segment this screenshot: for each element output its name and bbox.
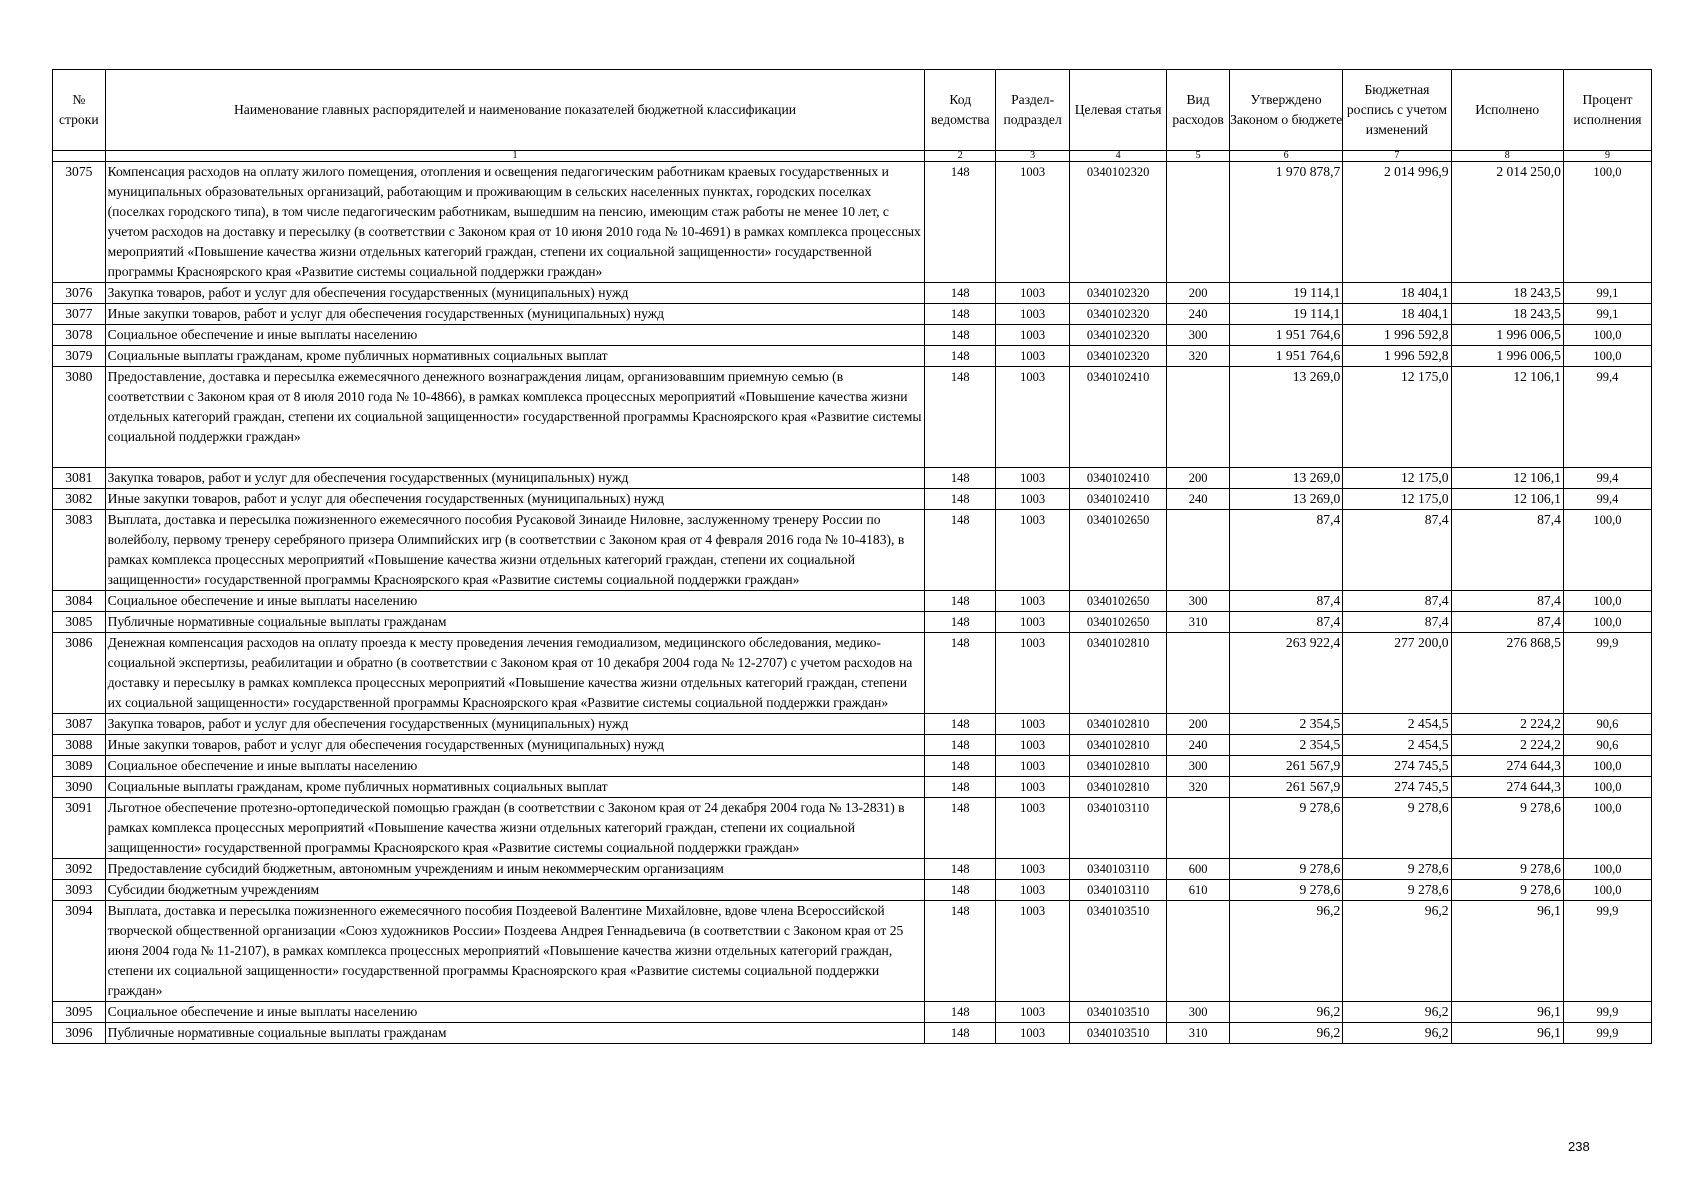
section-code: 1003 [996, 880, 1070, 901]
approved-amount: 87,4 [1229, 612, 1342, 633]
row-number: 3080 [53, 367, 106, 468]
header-approved: Утверждено Законом о бюджете [1229, 70, 1342, 151]
percent-value: 100,0 [1563, 880, 1651, 901]
column-number: 6 [1229, 151, 1342, 162]
column-number: 7 [1343, 151, 1451, 162]
expense-type [1167, 367, 1230, 468]
percent-value: 99,4 [1563, 489, 1651, 510]
target-article: 0340103510 [1070, 1002, 1167, 1023]
table-row [53, 901, 1652, 1002]
budget-amount: 2 454,5 [1343, 714, 1451, 735]
target-article: 0340102410 [1070, 367, 1167, 468]
header-department-code: Код ведомства [925, 70, 996, 151]
row-number: 3086 [53, 633, 106, 714]
table-body [53, 162, 1652, 1044]
column-number: 8 [1451, 151, 1563, 162]
target-article: 0340102810 [1070, 735, 1167, 756]
row-number: 3089 [53, 756, 106, 777]
section-code: 1003 [996, 1023, 1070, 1044]
table-row [53, 756, 1652, 777]
budget-amount: 87,4 [1343, 591, 1451, 612]
target-article: 0340102810 [1070, 777, 1167, 798]
row-name: Социальное обеспечение и иные выплаты населению [105, 1002, 925, 1023]
table-row [53, 489, 1652, 510]
department-code: 148 [925, 162, 996, 283]
budget-amount: 2 014 996,9 [1343, 162, 1451, 283]
executed-amount: 87,4 [1451, 510, 1563, 591]
section-code: 1003 [996, 756, 1070, 777]
table-row [53, 735, 1652, 756]
table-row [53, 162, 1652, 283]
header-section: Раздел-подраздел [996, 70, 1070, 151]
row-number: 3082 [53, 489, 106, 510]
executed-amount: 18 243,5 [1451, 304, 1563, 325]
expense-type: 600 [1167, 859, 1230, 880]
executed-amount: 9 278,6 [1451, 880, 1563, 901]
executed-amount: 276 868,5 [1451, 633, 1563, 714]
department-code: 148 [925, 901, 996, 1002]
department-code: 148 [925, 612, 996, 633]
percent-value: 100,0 [1563, 162, 1651, 283]
row-number: 3092 [53, 859, 106, 880]
expense-type: 320 [1167, 777, 1230, 798]
department-code: 148 [925, 1023, 996, 1044]
section-code: 1003 [996, 591, 1070, 612]
approved-amount: 87,4 [1229, 510, 1342, 591]
target-article: 0340102810 [1070, 714, 1167, 735]
column-number: 5 [1167, 151, 1230, 162]
section-code: 1003 [996, 346, 1070, 367]
table-row [53, 346, 1652, 367]
section-code: 1003 [996, 367, 1070, 468]
executed-amount: 1 996 006,5 [1451, 325, 1563, 346]
header-expense-type: Вид расходов [1167, 70, 1230, 151]
executed-amount: 96,1 [1451, 1023, 1563, 1044]
row-number: 3084 [53, 591, 106, 612]
table-row [53, 880, 1652, 901]
row-name: Иные закупки товаров, работ и услуг для обеспечения государственных (муниципальных) нужд [105, 489, 925, 510]
budget-amount: 2 454,5 [1343, 735, 1451, 756]
row-name: Иные закупки товаров, работ и услуг для обеспечения государственных (муниципальных) нужд [105, 735, 925, 756]
column-number [53, 151, 106, 162]
budget-amount: 1 996 592,8 [1343, 325, 1451, 346]
expense-type [1167, 510, 1230, 591]
table-row [53, 283, 1652, 304]
expense-type: 200 [1167, 468, 1230, 489]
column-number: 4 [1070, 151, 1167, 162]
percent-value: 100,0 [1563, 510, 1651, 591]
department-code: 148 [925, 735, 996, 756]
section-code: 1003 [996, 859, 1070, 880]
section-code: 1003 [996, 325, 1070, 346]
row-name: Социальное обеспечение и иные выплаты населению [105, 325, 925, 346]
expense-type: 300 [1167, 325, 1230, 346]
budget-table [52, 69, 1652, 1044]
department-code: 148 [925, 468, 996, 489]
department-code: 148 [925, 633, 996, 714]
percent-value: 99,9 [1563, 1002, 1651, 1023]
target-article: 0340102650 [1070, 591, 1167, 612]
expense-type: 300 [1167, 756, 1230, 777]
row-name: Компенсация расходов на оплату жилого помещения, отопления и освещения педагогическим работникам краевых государственных и муниципальных образовательных организаций, работающим и проживающим в сельских населенных пунктах, городских поселках (поселках городского типа), в том числе педагогическим работникам, вышедшим на пенсию, имеющим стаж работы не менее 10 лет, с учетом расходов на доставку и пересылку (в соответствии с Законом края от 10 июня 2010 года № 10-4691) в рамках комплекса процессных мероприятий «Повышение качества жизни отдельных категорий граждан, степени их социальной защищенности» государственной программы Красноярского края «Развитие системы социальной поддержки граждан» [105, 162, 925, 283]
percent-value: 100,0 [1563, 756, 1651, 777]
row-name: Закупка товаров, работ и услуг для обеспечения государственных (муниципальных) нужд [105, 283, 925, 304]
target-article: 0340102810 [1070, 756, 1167, 777]
row-number: 3075 [53, 162, 106, 283]
department-code: 148 [925, 859, 996, 880]
target-article: 0340102810 [1070, 633, 1167, 714]
percent-value: 99,1 [1563, 304, 1651, 325]
header-name: Наименование главных распорядителей и наименование показателей бюджетной классификации [105, 70, 925, 151]
approved-amount: 1 951 764,6 [1229, 325, 1342, 346]
table-row [53, 798, 1652, 859]
header-budget-schedule: Бюджетная роспись с учетом изменений [1343, 70, 1451, 151]
row-name: Выплата, доставка и пересылка пожизненного ежемесячного пособия Русаковой Зинаиде Ниловне, заслуженному тренеру России по волейболу, первому тренеру серебряного призера Олимпийских игр (в соответствии с Законом края от 4 февраля 2016 года № 10-4183), в рамках комплекса процессных мероприятий «Повышение качества жизни отдельных категорий граждан, степени их социальной защищенности» государственной программы Красноярского края «Развитие системы социальной поддержки граждан» [105, 510, 925, 591]
approved-amount: 2 354,5 [1229, 735, 1342, 756]
row-name: Выплата, доставка и пересылка пожизненного ежемесячного пособия Поздеевой Валентине Михайловне, вдове члена Всероссийской творческой общественной организации «Союз художников России» Поздеева Андрея Геннадьевича (в соответствии с Законом края от 25 июня 2004 года № 11-2107), в рамках комплекса процессных мероприятий «Повышение качества жизни отдельных категорий граждан, степени их социальной защищенности» государственной программы Красноярского края «Развитие системы социальной поддержки граждан» [105, 901, 925, 1002]
table-row [53, 859, 1652, 880]
target-article: 0340102320 [1070, 346, 1167, 367]
percent-value: 90,6 [1563, 714, 1651, 735]
department-code: 148 [925, 304, 996, 325]
approved-amount: 13 269,0 [1229, 489, 1342, 510]
header-target-article: Целевая статья [1070, 70, 1167, 151]
executed-amount: 274 644,3 [1451, 756, 1563, 777]
expense-type: 240 [1167, 735, 1230, 756]
approved-amount: 2 354,5 [1229, 714, 1342, 735]
approved-amount: 1 951 764,6 [1229, 346, 1342, 367]
department-code: 148 [925, 510, 996, 591]
approved-amount: 9 278,6 [1229, 859, 1342, 880]
executed-amount: 9 278,6 [1451, 859, 1563, 880]
budget-amount: 9 278,6 [1343, 880, 1451, 901]
executed-amount: 9 278,6 [1451, 798, 1563, 859]
target-article: 0340103510 [1070, 1023, 1167, 1044]
percent-value: 100,0 [1563, 612, 1651, 633]
percent-value: 100,0 [1563, 798, 1651, 859]
percent-value: 90,6 [1563, 735, 1651, 756]
budget-amount: 12 175,0 [1343, 367, 1451, 468]
row-name: Денежная компенсация расходов на оплату проезда к месту проведения лечения гемодиализом, медицинского обследования, медико-социальной экспертизы, реабилитации и обратно (в соответствии с Законом края от 10 декабря 2004 года № 12-2707) с учетом расходов на доставку и пересылку в рамках комплекса процессных мероприятий «Повышение качества жизни отдельных категорий граждан, степени их социальной защищенности» государственной программы Красноярского края «Развитие системы социальной поддержки граждан» [105, 633, 925, 714]
approved-amount: 261 567,9 [1229, 777, 1342, 798]
approved-amount: 9 278,6 [1229, 798, 1342, 859]
budget-amount: 9 278,6 [1343, 798, 1451, 859]
section-code: 1003 [996, 510, 1070, 591]
target-article: 0340102650 [1070, 510, 1167, 591]
table-row [53, 304, 1652, 325]
row-name: Субсидии бюджетным учреждениям [105, 880, 925, 901]
expense-type: 200 [1167, 283, 1230, 304]
budget-amount: 18 404,1 [1343, 283, 1451, 304]
executed-amount: 2 224,2 [1451, 714, 1563, 735]
section-code: 1003 [996, 777, 1070, 798]
department-code: 148 [925, 591, 996, 612]
department-code: 148 [925, 756, 996, 777]
budget-amount: 87,4 [1343, 612, 1451, 633]
executed-amount: 96,1 [1451, 901, 1563, 1002]
budget-amount: 87,4 [1343, 510, 1451, 591]
budget-amount: 1 996 592,8 [1343, 346, 1451, 367]
expense-type [1167, 901, 1230, 1002]
executed-amount: 274 644,3 [1451, 777, 1563, 798]
row-number: 3083 [53, 510, 106, 591]
row-number: 3090 [53, 777, 106, 798]
row-number: 3078 [53, 325, 106, 346]
section-code: 1003 [996, 489, 1070, 510]
row-name: Публичные нормативные социальные выплаты гражданам [105, 1023, 925, 1044]
row-name: Публичные нормативные социальные выплаты гражданам [105, 612, 925, 633]
expense-type: 240 [1167, 304, 1230, 325]
row-number: 3085 [53, 612, 106, 633]
table-row [53, 468, 1652, 489]
department-code: 148 [925, 367, 996, 468]
expense-type: 320 [1167, 346, 1230, 367]
target-article: 0340103110 [1070, 798, 1167, 859]
header-executed: Исполнено [1451, 70, 1563, 151]
percent-value: 99,1 [1563, 283, 1651, 304]
percent-value: 100,0 [1563, 777, 1651, 798]
executed-amount: 96,1 [1451, 1002, 1563, 1023]
percent-value: 99,9 [1563, 901, 1651, 1002]
budget-amount: 96,2 [1343, 901, 1451, 1002]
row-name: Иные закупки товаров, работ и услуг для обеспечения государственных (муниципальных) нужд [105, 304, 925, 325]
target-article: 0340102410 [1070, 489, 1167, 510]
row-number: 3079 [53, 346, 106, 367]
expense-type: 240 [1167, 489, 1230, 510]
approved-amount: 19 114,1 [1229, 283, 1342, 304]
row-number: 3088 [53, 735, 106, 756]
expense-type: 200 [1167, 714, 1230, 735]
target-article: 0340103110 [1070, 859, 1167, 880]
budget-amount: 96,2 [1343, 1002, 1451, 1023]
department-code: 148 [925, 798, 996, 859]
row-number: 3093 [53, 880, 106, 901]
approved-amount: 9 278,6 [1229, 880, 1342, 901]
section-code: 1003 [996, 901, 1070, 1002]
expense-type: 300 [1167, 1002, 1230, 1023]
percent-value: 100,0 [1563, 346, 1651, 367]
section-code: 1003 [996, 304, 1070, 325]
expense-type: 610 [1167, 880, 1230, 901]
row-number: 3081 [53, 468, 106, 489]
department-code: 148 [925, 346, 996, 367]
executed-amount: 87,4 [1451, 612, 1563, 633]
percent-value: 99,4 [1563, 468, 1651, 489]
budget-amount: 12 175,0 [1343, 489, 1451, 510]
table-row [53, 612, 1652, 633]
budget-amount: 12 175,0 [1343, 468, 1451, 489]
percent-value: 99,9 [1563, 633, 1651, 714]
table-row [53, 633, 1652, 714]
section-code: 1003 [996, 714, 1070, 735]
percent-value: 100,0 [1563, 591, 1651, 612]
table-row [53, 777, 1652, 798]
budget-amount: 18 404,1 [1343, 304, 1451, 325]
executed-amount: 12 106,1 [1451, 367, 1563, 468]
table-row [53, 714, 1652, 735]
row-number: 3077 [53, 304, 106, 325]
budget-amount: 9 278,6 [1343, 859, 1451, 880]
table-row [53, 325, 1652, 346]
table-row [53, 510, 1652, 591]
row-number: 3095 [53, 1002, 106, 1023]
target-article: 0340102650 [1070, 612, 1167, 633]
target-article: 0340102320 [1070, 162, 1167, 283]
budget-amount: 277 200,0 [1343, 633, 1451, 714]
approved-amount: 87,4 [1229, 591, 1342, 612]
department-code: 148 [925, 325, 996, 346]
executed-amount: 1 996 006,5 [1451, 346, 1563, 367]
expense-type: 310 [1167, 612, 1230, 633]
header-percent: Процент исполнения [1563, 70, 1651, 151]
section-code: 1003 [996, 468, 1070, 489]
budget-amount: 96,2 [1343, 1023, 1451, 1044]
approved-amount: 263 922,4 [1229, 633, 1342, 714]
approved-amount: 96,2 [1229, 1023, 1342, 1044]
budget-amount: 274 745,5 [1343, 756, 1451, 777]
executed-amount: 12 106,1 [1451, 468, 1563, 489]
row-number: 3076 [53, 283, 106, 304]
executed-amount: 12 106,1 [1451, 489, 1563, 510]
row-name: Закупка товаров, работ и услуг для обеспечения государственных (муниципальных) нужд [105, 468, 925, 489]
expense-type: 300 [1167, 591, 1230, 612]
row-name: Социальные выплаты гражданам, кроме публичных нормативных социальных выплат [105, 346, 925, 367]
column-number: 2 [925, 151, 996, 162]
expense-type: 310 [1167, 1023, 1230, 1044]
row-name: Социальное обеспечение и иные выплаты населению [105, 756, 925, 777]
percent-value: 100,0 [1563, 859, 1651, 880]
department-code: 148 [925, 1002, 996, 1023]
department-code: 148 [925, 880, 996, 901]
percent-value: 100,0 [1563, 325, 1651, 346]
row-number: 3094 [53, 901, 106, 1002]
column-number: 3 [996, 151, 1070, 162]
approved-amount: 13 269,0 [1229, 468, 1342, 489]
section-code: 1003 [996, 612, 1070, 633]
department-code: 148 [925, 714, 996, 735]
target-article: 0340102320 [1070, 304, 1167, 325]
row-name: Предоставление субсидий бюджетным, автономным учреждениям и иным некоммерческим организациям [105, 859, 925, 880]
table-row [53, 1023, 1652, 1044]
table-row [53, 1002, 1652, 1023]
approved-amount: 96,2 [1229, 1002, 1342, 1023]
table-row [53, 591, 1652, 612]
page-number: 238 [1568, 1139, 1590, 1154]
approved-amount: 19 114,1 [1229, 304, 1342, 325]
approved-amount: 96,2 [1229, 901, 1342, 1002]
target-article: 0340102410 [1070, 468, 1167, 489]
row-name: Предоставление, доставка и пересылка ежемесячного денежного вознаграждения лицам, организовавшим приемную семью (в соответствии с Законом края от 8 июля 2010 года № 10-4866), в рамках комплекса процессных мероприятий «Повышение качества жизни отдельных категорий граждан, степени их социальной защищенности» государственной программы Красноярского края «Развитие системы социальной поддержки граждан» [105, 367, 925, 468]
section-code: 1003 [996, 1002, 1070, 1023]
table-row [53, 367, 1652, 468]
row-number: 3091 [53, 798, 106, 859]
executed-amount: 18 243,5 [1451, 283, 1563, 304]
section-code: 1003 [996, 633, 1070, 714]
column-number: 9 [1563, 151, 1651, 162]
row-number: 3087 [53, 714, 106, 735]
expense-type [1167, 162, 1230, 283]
section-code: 1003 [996, 162, 1070, 283]
percent-value: 99,4 [1563, 367, 1651, 468]
target-article: 0340103510 [1070, 901, 1167, 1002]
header-row [53, 70, 1652, 151]
approved-amount: 13 269,0 [1229, 367, 1342, 468]
executed-amount: 87,4 [1451, 591, 1563, 612]
percent-value: 99,9 [1563, 1023, 1651, 1044]
executed-amount: 2 014 250,0 [1451, 162, 1563, 283]
executed-amount: 2 224,2 [1451, 735, 1563, 756]
department-code: 148 [925, 283, 996, 304]
expense-type [1167, 633, 1230, 714]
row-number: 3096 [53, 1023, 106, 1044]
target-article: 0340102320 [1070, 325, 1167, 346]
budget-amount: 274 745,5 [1343, 777, 1451, 798]
column-number: 1 [105, 151, 925, 162]
target-article: 0340102320 [1070, 283, 1167, 304]
approved-amount: 1 970 878,7 [1229, 162, 1342, 283]
department-code: 148 [925, 489, 996, 510]
target-article: 0340103110 [1070, 880, 1167, 901]
section-code: 1003 [996, 283, 1070, 304]
header-row-number: № строки [53, 70, 106, 151]
section-code: 1003 [996, 798, 1070, 859]
column-number-row [53, 151, 1652, 162]
row-name: Закупка товаров, работ и услуг для обеспечения государственных (муниципальных) нужд [105, 714, 925, 735]
row-name: Льготное обеспечение протезно-ортопедической помощью граждан (в соответствии с Законом края от 24 декабря 2004 года № 13-2831) в рамках комплекса процессных мероприятий «Повышение качества жизни отдельных категорий граждан, степени их социальной защищенности» государственной программы Красноярского края «Развитие системы социальной поддержки граждан» [105, 798, 925, 859]
approved-amount: 261 567,9 [1229, 756, 1342, 777]
row-name: Социальные выплаты гражданам, кроме публичных нормативных социальных выплат [105, 777, 925, 798]
section-code: 1003 [996, 735, 1070, 756]
expense-type [1167, 798, 1230, 859]
row-name: Социальное обеспечение и иные выплаты населению [105, 591, 925, 612]
department-code: 148 [925, 777, 996, 798]
